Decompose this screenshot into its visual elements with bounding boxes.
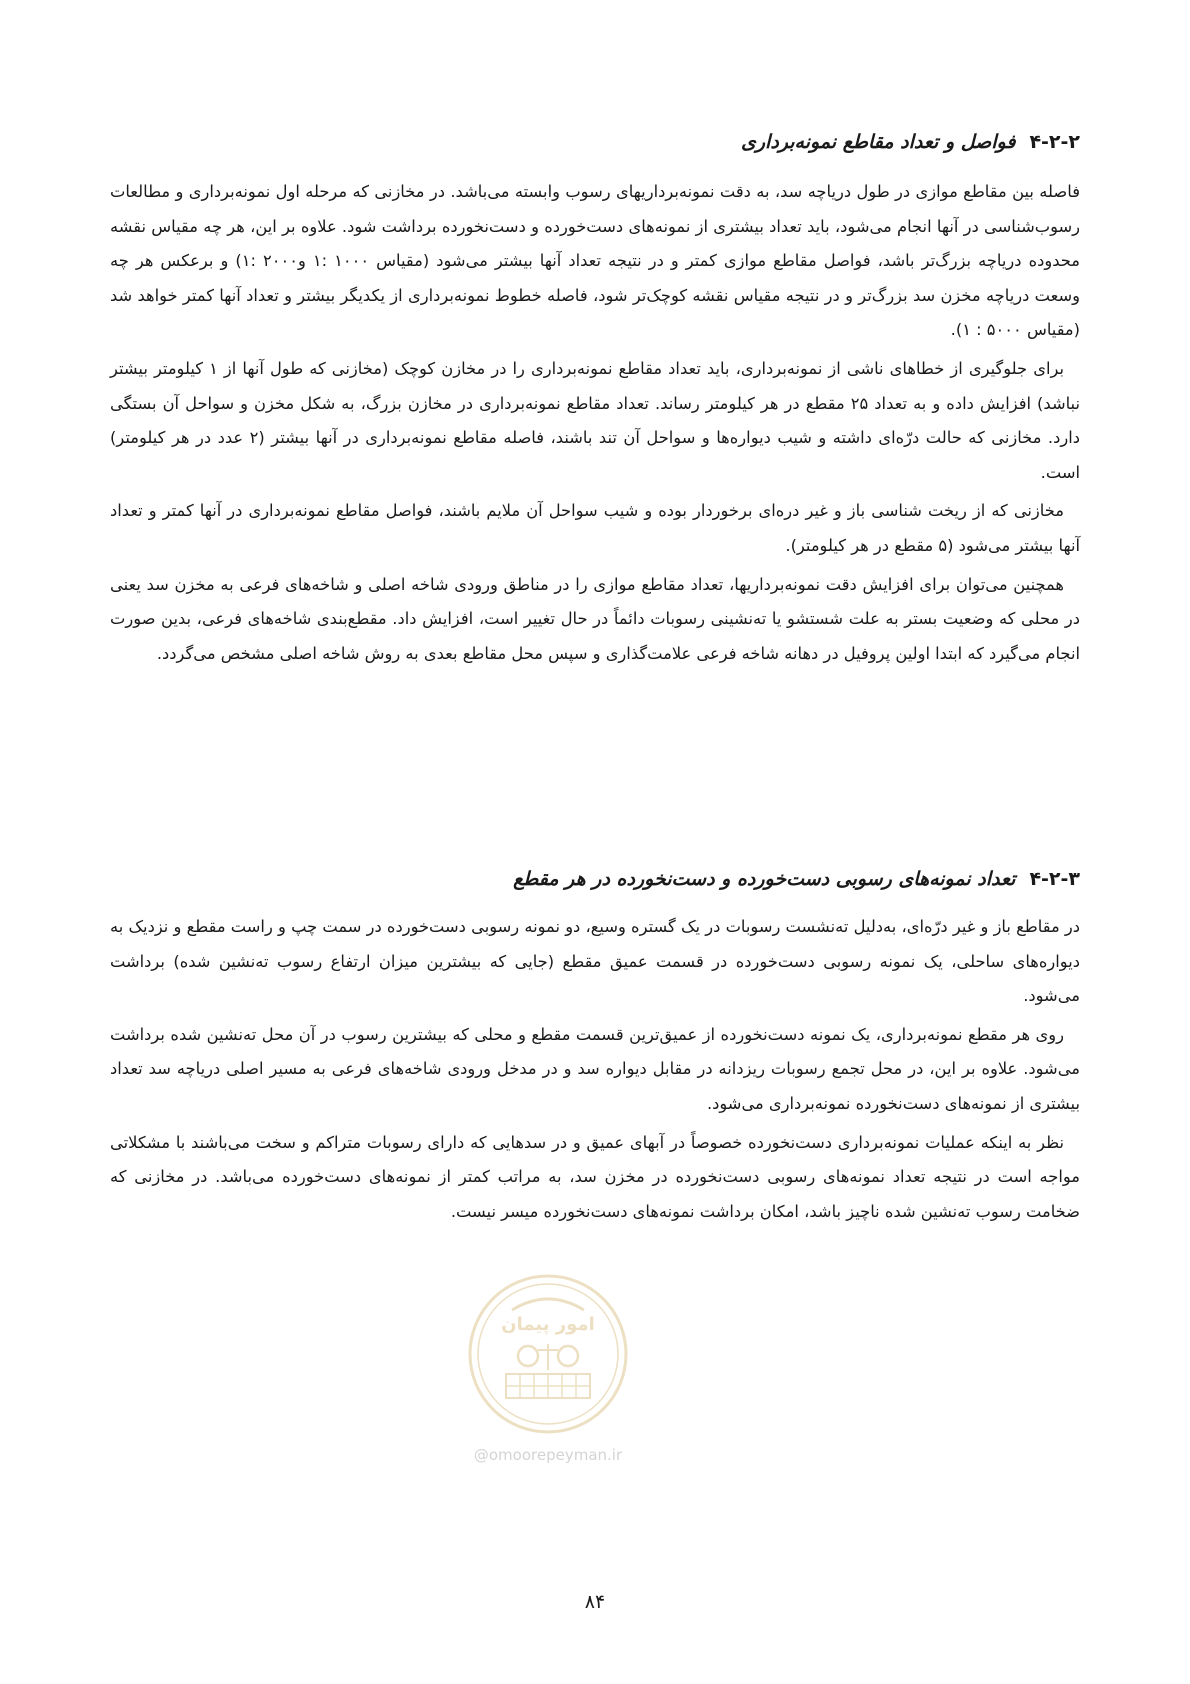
- document-page: [110, 0, 1080, 1684]
- section-heading: [110, 131, 1080, 153]
- paragraph: فاصله بین مقاطع موازی در طول دریاچه سد، به دقت نمونه‌برداریهای رسوب وابسته می‌باشد. در مخازنی که مرحله اول نمونه‌برداری و مطالعات رسوب‌شناسی در آنها انجام می‌شود، باید تعداد بیشتری از نمونه‌های دست‌خورده و دست‌نخورده برداشت شود. علاوه بر این، هر چه مقیاس نقشه محدوده دریاچه بزرگ‌تر باشد، فواصل مقاطع موازی کمتر و در نتیجه تعداد آنها بیشتر می‌شود (مقیاس ۱۰۰۰ :۱ و۲۰۰۰ :۱) و برعکس هر چه وسعت دریاچه مخزن سد بزرگ‌تر و در نتیجه مقیاس نقشه کوچک‌تر شود، فاصله خطوط نمونه‌برداری از یکدیگر بیشتر و تعداد آنها کمتر خواهد شد (مقیاس ۵۰۰۰ : ۱).: [110, 182, 1080, 340]
- page-number: ۸۴: [584, 1591, 606, 1613]
- section-number: ۴-۲-۲: [1029, 131, 1080, 153]
- watermark-site: @omoorepeyman.ir: [473, 1446, 623, 1464]
- section-body: [110, 910, 1080, 1233]
- paragraph: در مقاطع باز و غیر درّه‌ای، به‌دلیل ته‌نشست رسوبات در یک گستره وسیع، دو نمونه رسوبی دست‌خورده در سمت چپ و راست مقطع و نزدیک به دیواره‌های ساحلی، یک نمونه رسوبی دست‌خورده در قسمت عمیق مقطع (جایی که بیشترین میزان ارتفاع رسوب ته‌نشین شده) برداشت می‌شود.: [110, 917, 1080, 1006]
- section-title: فواصل و تعداد مقاطع نمونه‌برداری: [741, 131, 1016, 153]
- paragraph: روی هر مقطع نمونه‌برداری، یک نمونه دست‌نخورده از عمیق‌ترین قسمت مقطع و محلی که بیشترین رسوب در آن محل ته‌نشین شده برداشت می‌شود. علاوه بر این، در محل تجمع رسوبات ریزدانه در مقابل دیواره سد و در مدخل ورودی شاخه‌های فرعی به مسیر اصلی دریاچه سد تعداد بیشتری از نمونه‌های دست‌نخورده نمونه‌برداری می‌شود.: [110, 1024, 1080, 1113]
- paragraph: مخازنی که از ریخت شناسی باز و غیر دره‌ای برخوردار بوده و شیب سواحل آن ملایم باشند، فواصل مقاطع نمونه‌برداری در آنها کمتر و تعداد آنها بیشتر می‌شود (۵ مقطع در هر کیلومتر).: [110, 501, 1080, 555]
- paragraph: همچنین می‌توان برای افزایش دقت نمونه‌برداریها، تعداد مقاطع موازی را در مناطق ورودی شاخه اصلی و شاخه‌های فرعی به مخزن سد یعنی در محلی که وضعیت بستر به علت شستشو یا ته‌نشینی رسوبات دائماً در حال تغییر است، افزایش داد. مقطع‌بندی شاخه‌های فرعی، بدین صورت انجام می‌گیرد که ابتدا اولین پروفیل در دهانه شاخه فرعی علامت‌گذاری و سپس محل مقاطع بعدی به روش شاخه اصلی مشخص می‌گردد.: [110, 574, 1080, 663]
- section-body: [110, 175, 1080, 675]
- watermark-logo-text: امور پیمان: [501, 1314, 595, 1335]
- section-heading: [110, 868, 1080, 890]
- paragraph: نظر به اینکه عملیات نمونه‌برداری دست‌نخورده خصوصاً در آبهای عمیق و در سدهایی که دارای رسوبات متراکم و سخت می‌باشند با مشکلاتی مواجه است در نتیجه تعداد نمونه‌های رسوبی دست‌نخورده در مخزن سد، به مراتب کمتر از نمونه‌های دست‌خورده می‌باشد. در مخازنی که ضخامت رسوب ته‌نشین شده ناچیز باشد، امکان برداشت نمونه‌های دست‌نخورده میسر نیست.: [110, 1132, 1080, 1221]
- section-title: تعداد نمونه‌های رسوبی دست‌خورده و دست‌نخورده در هر مقطع: [513, 868, 1016, 890]
- section-number: ۴-۲-۳: [1029, 868, 1080, 890]
- paragraph: برای جلوگیری از خطاهای ناشی از نمونه‌برداری، باید تعداد مقاطع نمونه‌برداری را در مخازن کوچک (مخازنی که طول آنها از ۱ کیلومتر بیشتر نباشد) افزایش داده و به تعداد ۲۵ مقطع در هر کیلومتر رساند. تعداد مقاطع نمونه‌برداری در مخازن بزرگ، به شکل مخزن و سواحل آن بستگی دارد. مخازنی که حالت درّه‌ای داشته و شیب دیواره‌ها و سواحل آن تند باشند، فاصله مقاطع نمونه‌برداری در آنها بیشتر (۲ عدد در هر کیلومتر) است.: [110, 358, 1081, 482]
